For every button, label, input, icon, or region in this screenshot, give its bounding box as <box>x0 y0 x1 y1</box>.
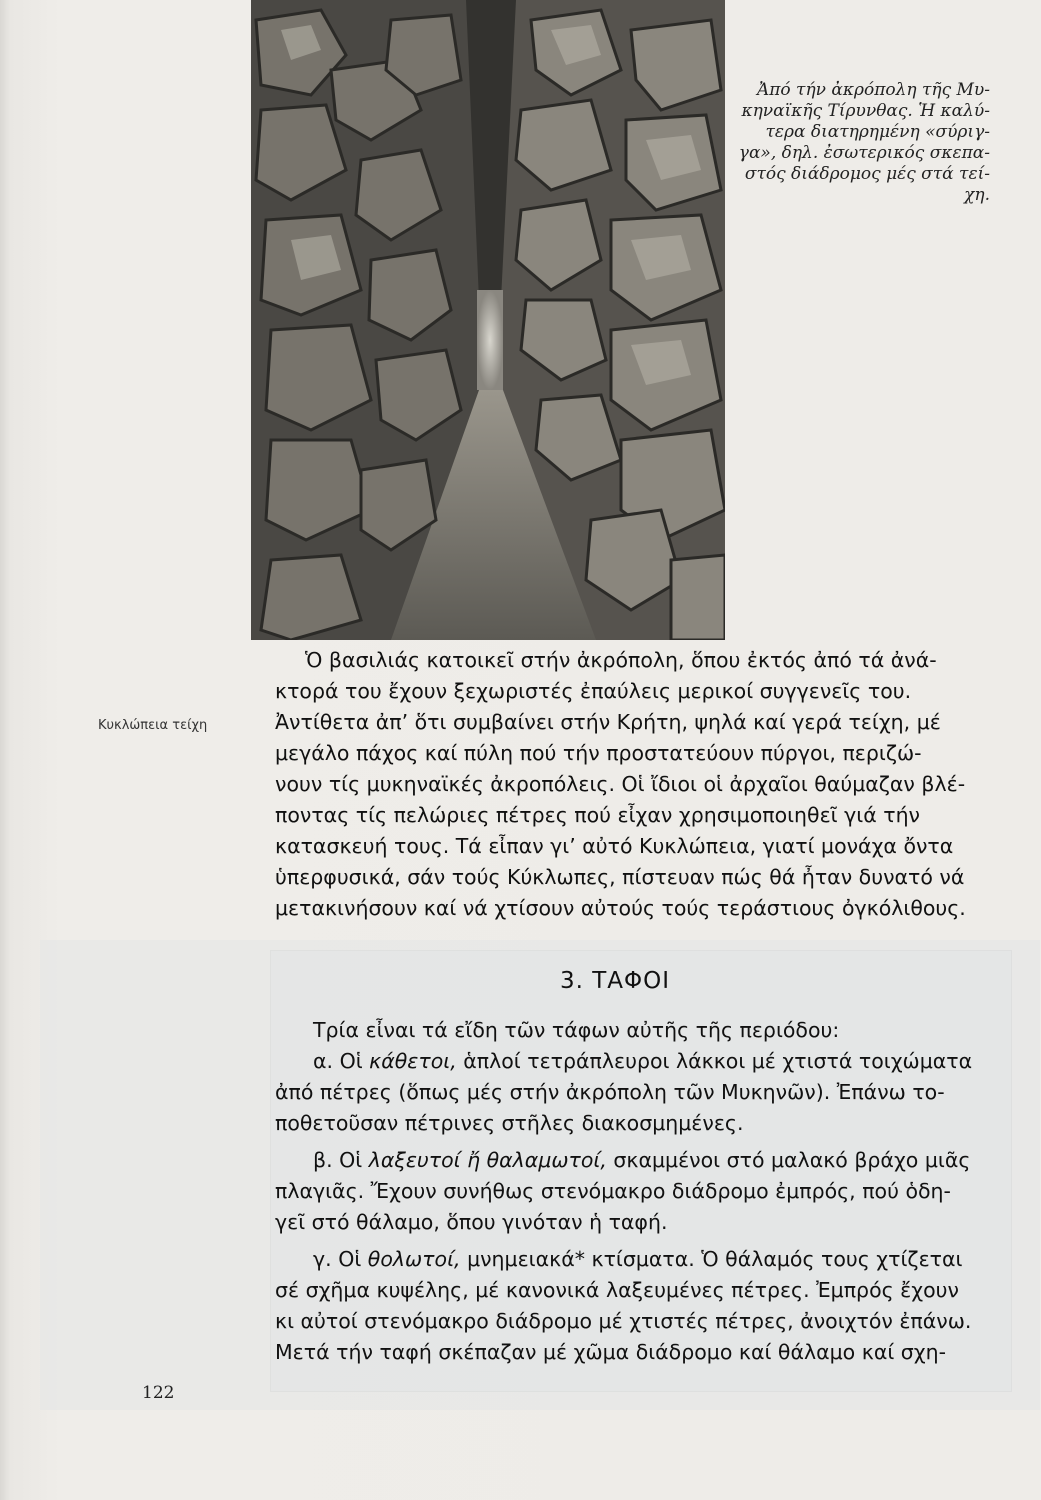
text-line: νουν τίς μυκηναϊκές ἀκροπόλεις. Οἱ ἴδιοι οἱ ἀρχαῖοι θαύμαζαν βλέ- <box>275 772 966 796</box>
section-heading: 3. ΤΑΦΟΙ <box>560 968 671 994</box>
text-line: ποντας τίς πελώριες πέτρες πού εἶχαν χρησιμοποιηθεῖ γιά τήν <box>275 803 921 827</box>
item-label: β. <box>313 1148 333 1172</box>
text-line: ὑπερφυσικά, σάν τούς Κύκλωπες, πίστευαν πώς θά ἦταν δυνατό νά <box>275 865 965 889</box>
text-line: κτορά του ἔχουν ξεχωριστές ἐπαύλεις μερικοί συγγενεῖς του. <box>275 679 912 703</box>
page-number: 122 <box>142 1383 175 1403</box>
text-line: Ὁ βασιλιάς κατοικεῖ στήν ἀκρόπολη, ὅπου ἐκτός ἀπό τά ἀνά- <box>305 648 937 672</box>
item-term: θολωτοί, <box>367 1247 461 1271</box>
item-term: λαξευτοί ἤ θαλαμωτοί, <box>368 1148 607 1172</box>
text-line: σέ σχῆμα κυψέλης, μέ κανονικά λαξευμένες πέτρες. Ἐμπρός ἔχουν <box>275 1278 959 1302</box>
item-article: Οἱ <box>339 1148 363 1172</box>
text-line: μετακινήσουν καί νά χτίσουν αὐτούς τούς τεράστιους ὀγκόλιθους. <box>275 896 966 920</box>
item-text: μνημειακά* κτίσματα. Ὁ θάλαμός τους χτίζεται <box>467 1247 963 1271</box>
item-text: σκαμμένοι στό μαλακό βράχο μιᾶς <box>613 1148 971 1172</box>
text-line: πλαγιᾶς. Ἔχουν συνήθως στενόμακρο διάδρομο ἐμπρός, πού ὁδη- <box>275 1179 951 1203</box>
corridor-photo-illustration <box>251 0 725 640</box>
paragraph-residence <box>275 645 1035 707</box>
item-label: α. <box>313 1049 334 1073</box>
text-line: κατασκευή τους. Τά εἶπαν γι’ αὐτό Κυκλώπεια, γιατί μονάχα ὄντα <box>275 834 954 858</box>
intro-line: Τρία εἶναι τά εἴδη τῶν τάφων αὐτῆς τῆς περιόδου: <box>313 1018 840 1042</box>
margin-note: Κυκλώπεια τείχη <box>98 718 208 733</box>
item-text: ἁπλοί τετράπλευροι λάκκοι μέ χτιστά τοιχώματα <box>463 1049 973 1073</box>
item-a-line <box>275 1046 1035 1077</box>
text-line: Ἀντίθετα ἀπ’ ὅτι συμβαίνει στήν Κρήτη, ψηλά καί γερά τείχη, μέ <box>275 710 941 734</box>
photo-corridor <box>251 0 725 640</box>
text-line: μεγάλο πάχος καί πύλη πού τήν προστατεύουν πύργοι, περιζώ- <box>275 741 922 765</box>
tombs-section <box>275 1015 1035 1368</box>
text-line: Μετά τήν ταφή σκέπαζαν μέ χῶμα διάδρομο καί θάλαμο καί σχη- <box>275 1340 947 1364</box>
item-b-line <box>275 1145 1035 1176</box>
item-article: Οἱ <box>339 1049 363 1073</box>
text-line: γεῖ στό θάλαμο, ὅπου γινόταν ἡ ταφή. <box>275 1210 668 1234</box>
item-article: Οἱ <box>338 1247 362 1271</box>
item-label: γ. <box>313 1247 332 1271</box>
item-c-line <box>275 1244 1035 1275</box>
text-line: ἀπό πέτρες (ὅπως μές στήν ἀκρόπολη τῶν Μυκηνῶν). Ἐπάνω το- <box>275 1080 945 1104</box>
text-line: ποθετοῦσαν πέτρινες στῆλες διακοσμημένες. <box>275 1111 744 1135</box>
item-term: κάθετοι, <box>369 1049 457 1073</box>
text-line: κι αὐτοί στενόμακρο διάδρομο μέ χτιστές πέτρες, ἀνοιχτόν ἐπάνω. <box>275 1309 972 1333</box>
paragraph-cyclopean-walls <box>275 707 1035 924</box>
photo-caption: Ἀπό τήν ἀκρόπολη τῆς Μυ- κηναϊκῆς Τίρυνθας. Ἡ καλύ- τερα διατηρημένη «σύριγ- γα», δηλ. ἐσωτερικός σκεπα- στός διάδρομος μές στά τεί- χη. <box>738 80 990 205</box>
